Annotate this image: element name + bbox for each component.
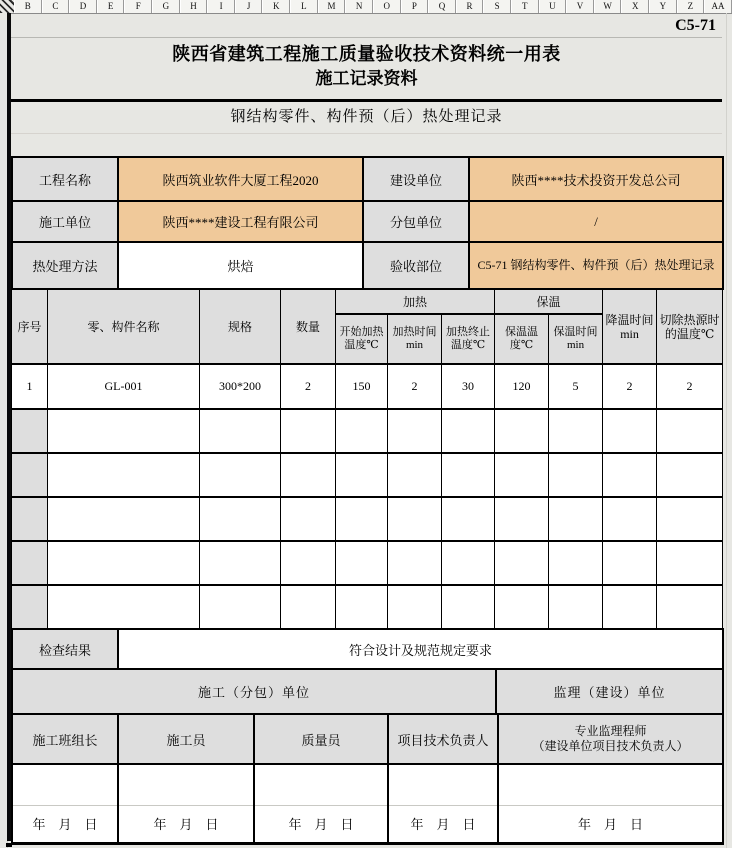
info-row-project bbox=[12, 157, 723, 201]
empty-cell[interactable] bbox=[336, 497, 388, 541]
empty-record-row bbox=[12, 497, 723, 541]
column-letter[interactable]: C bbox=[42, 0, 70, 13]
foreman-signature-cell[interactable] bbox=[12, 764, 118, 805]
constructor-date-cell[interactable]: 年 月 日 bbox=[118, 805, 254, 843]
empty-cell[interactable] bbox=[657, 409, 723, 453]
empty-record-row bbox=[12, 453, 723, 497]
column-letter[interactable]: D bbox=[69, 0, 97, 13]
seq-cell[interactable]: 1 bbox=[12, 364, 48, 409]
foreman-role-label: 施工班组长 bbox=[12, 714, 118, 764]
empty-cell[interactable] bbox=[549, 409, 603, 453]
heat-method-label: 热处理方法 bbox=[12, 242, 118, 289]
cool-time-cell[interactable]: 2 bbox=[603, 364, 657, 409]
column-letter[interactable]: L bbox=[290, 0, 318, 13]
subcontract-unit-value[interactable]: / bbox=[469, 201, 723, 242]
column-letter[interactable]: V bbox=[566, 0, 594, 13]
column-letter[interactable]: F bbox=[124, 0, 152, 13]
heat-start-header: 开始加热温度℃ bbox=[336, 314, 388, 364]
record-empty-rows bbox=[12, 409, 723, 629]
empty-cell[interactable] bbox=[442, 409, 495, 453]
empty-cell[interactable] bbox=[657, 541, 723, 585]
project-info-table bbox=[11, 156, 724, 290]
spec-header: 规格 bbox=[200, 289, 281, 364]
column-letter[interactable]: Q bbox=[428, 0, 456, 13]
cutoff-temp-header: 切除热源时的温度℃ bbox=[657, 289, 723, 364]
empty-cell[interactable] bbox=[200, 541, 281, 585]
empty-cell[interactable] bbox=[200, 453, 281, 497]
heat-end-header: 加热终止温度℃ bbox=[442, 314, 495, 364]
quality-officer-date-cell[interactable]: 年 月 日 bbox=[254, 805, 388, 843]
empty-cell[interactable] bbox=[603, 409, 657, 453]
column-letter[interactable]: M bbox=[318, 0, 346, 13]
supervisor-signature-cell[interactable] bbox=[498, 764, 723, 805]
project-name-label: 工程名称 bbox=[12, 157, 118, 201]
empty-cell[interactable] bbox=[12, 541, 48, 585]
column-letter[interactable]: Z bbox=[677, 0, 705, 13]
seq-header: 序号 bbox=[12, 289, 48, 364]
empty-cell[interactable] bbox=[281, 453, 336, 497]
info-row-construction bbox=[12, 201, 723, 242]
supervision-unit-header: 监理（建设）单位 bbox=[496, 669, 723, 714]
quality-officer-role-label: 质量员 bbox=[254, 714, 388, 764]
empty-record-row bbox=[12, 585, 723, 629]
empty-cell[interactable] bbox=[281, 541, 336, 585]
form-title-block bbox=[11, 38, 722, 102]
empty-cell[interactable] bbox=[200, 497, 281, 541]
empty-cell[interactable] bbox=[603, 541, 657, 585]
supervisor-date-cell[interactable]: 年 月 日 bbox=[498, 805, 723, 843]
empty-record-row bbox=[12, 541, 723, 585]
heat-method-value[interactable]: 烘焙 bbox=[118, 242, 363, 289]
empty-cell[interactable] bbox=[12, 409, 48, 453]
construction-unit-value[interactable]: 陕西****建设工程有限公司 bbox=[118, 201, 363, 242]
signature-space-row bbox=[12, 764, 723, 805]
empty-cell[interactable] bbox=[48, 453, 200, 497]
empty-cell[interactable] bbox=[603, 453, 657, 497]
empty-cell[interactable] bbox=[48, 585, 200, 629]
corner-hatch bbox=[0, 0, 15, 14]
empty-cell[interactable] bbox=[549, 497, 603, 541]
tech-director-date-cell[interactable]: 年 月 日 bbox=[388, 805, 498, 843]
form-subtitle: 钢结构零件、构件预（后）热处理记录 bbox=[11, 102, 722, 134]
empty-cell[interactable] bbox=[12, 453, 48, 497]
column-letter[interactable]: B bbox=[14, 0, 42, 13]
cooling-time-header: 降温时间min bbox=[603, 289, 657, 364]
empty-cell[interactable] bbox=[495, 585, 549, 629]
info-row-method bbox=[12, 242, 723, 289]
empty-cell[interactable] bbox=[442, 453, 495, 497]
inspection-label: 检查结果 bbox=[12, 629, 118, 669]
column-letter[interactable]: R bbox=[456, 0, 484, 13]
record-row bbox=[12, 364, 723, 409]
supervisor-role-line1: 专业监理程师 bbox=[574, 724, 647, 738]
construction-unit-label: 施工单位 bbox=[12, 201, 118, 242]
empty-cell[interactable] bbox=[336, 585, 388, 629]
empty-cell[interactable] bbox=[388, 541, 442, 585]
empty-cell[interactable] bbox=[336, 541, 388, 585]
empty-cell[interactable] bbox=[281, 409, 336, 453]
empty-cell[interactable] bbox=[200, 585, 281, 629]
empty-cell[interactable] bbox=[549, 585, 603, 629]
empty-cell[interactable] bbox=[495, 497, 549, 541]
empty-cell[interactable] bbox=[442, 497, 495, 541]
column-letter[interactable]: E bbox=[97, 0, 125, 13]
column-letter[interactable]: P bbox=[401, 0, 429, 13]
column-letter[interactable]: X bbox=[621, 0, 649, 13]
form-content bbox=[11, 13, 722, 845]
column-letter[interactable]: N bbox=[345, 0, 373, 13]
empty-record-row bbox=[12, 409, 723, 453]
column-letter[interactable]: U bbox=[539, 0, 567, 13]
column-letters bbox=[14, 0, 732, 14]
empty-cell[interactable] bbox=[388, 409, 442, 453]
hold-time-header: 保温时间min bbox=[549, 314, 603, 364]
tech-director-signature-cell[interactable] bbox=[388, 764, 498, 805]
right-gridline bbox=[726, 13, 727, 848]
empty-cell[interactable] bbox=[549, 541, 603, 585]
qty-cell[interactable]: 2 bbox=[281, 364, 336, 409]
form-code: C5-71 bbox=[11, 13, 722, 38]
owner-unit-label: 建设单位 bbox=[363, 157, 469, 201]
spec-cell[interactable]: 300*200 bbox=[200, 364, 281, 409]
empty-cell[interactable] bbox=[336, 409, 388, 453]
signature-roles-row bbox=[12, 714, 723, 764]
form-title-line1: 陕西省建筑工程施工质量验收技术资料统一用表 bbox=[172, 44, 561, 64]
empty-cell[interactable] bbox=[388, 497, 442, 541]
empty-cell[interactable] bbox=[200, 409, 281, 453]
heat-start-cell[interactable]: 150 bbox=[336, 364, 388, 409]
empty-cell[interactable] bbox=[495, 409, 549, 453]
empty-cell[interactable] bbox=[336, 453, 388, 497]
empty-cell[interactable] bbox=[657, 453, 723, 497]
empty-cell[interactable] bbox=[495, 453, 549, 497]
heat-time-cell[interactable]: 2 bbox=[388, 364, 442, 409]
empty-cell[interactable] bbox=[657, 497, 723, 541]
quality-officer-signature-cell[interactable] bbox=[254, 764, 388, 805]
empty-cell[interactable] bbox=[603, 585, 657, 629]
column-letter[interactable]: AA bbox=[704, 0, 732, 13]
column-letter[interactable]: I bbox=[207, 0, 235, 13]
empty-cell[interactable] bbox=[281, 497, 336, 541]
hold-temp-header: 保温温度℃ bbox=[495, 314, 549, 364]
empty-cell[interactable] bbox=[48, 541, 200, 585]
inspection-value[interactable]: 符合设计及规范规定要求 bbox=[118, 629, 723, 669]
supervisor-role-label bbox=[498, 714, 723, 764]
supervisor-role-line2: （建设单位项目技术负责人） bbox=[532, 739, 689, 753]
unit-header-table bbox=[11, 668, 724, 715]
empty-cell[interactable] bbox=[657, 585, 723, 629]
column-letter[interactable]: J bbox=[235, 0, 263, 13]
cutoff-temp-cell[interactable]: 2 bbox=[657, 364, 723, 409]
signature-table bbox=[11, 713, 724, 845]
heat-time-header: 加热时间min bbox=[388, 314, 442, 364]
project-name-value[interactable]: 陕西筑业软件大厦工程2020 bbox=[118, 157, 363, 201]
hold-time-cell[interactable]: 5 bbox=[549, 364, 603, 409]
unit-header-row bbox=[12, 669, 723, 714]
column-letter[interactable]: S bbox=[483, 0, 511, 13]
part-name-cell[interactable]: GL-001 bbox=[48, 364, 200, 409]
spacer-row bbox=[11, 134, 722, 156]
heating-group-header: 加热 bbox=[336, 289, 495, 314]
empty-cell[interactable] bbox=[549, 453, 603, 497]
construction-subcontract-unit-header: 施工（分包）单位 bbox=[12, 669, 496, 714]
foreman-date-cell[interactable]: 年 月 日 bbox=[12, 805, 118, 843]
column-letter[interactable]: K bbox=[262, 0, 290, 13]
column-letter[interactable]: O bbox=[373, 0, 401, 13]
column-letter[interactable]: H bbox=[180, 0, 208, 13]
record-header-row-1 bbox=[12, 289, 723, 314]
column-letter[interactable]: G bbox=[152, 0, 180, 13]
empty-cell[interactable] bbox=[48, 497, 200, 541]
column-letter[interactable]: W bbox=[594, 0, 622, 13]
empty-cell[interactable] bbox=[603, 497, 657, 541]
empty-cell[interactable] bbox=[48, 409, 200, 453]
empty-cell[interactable] bbox=[12, 497, 48, 541]
empty-cell[interactable] bbox=[442, 541, 495, 585]
subcontract-unit-label: 分包单位 bbox=[363, 201, 469, 242]
holding-group-header: 保温 bbox=[495, 289, 603, 314]
signature-dates-row bbox=[12, 805, 723, 843]
empty-cell[interactable] bbox=[12, 585, 48, 629]
qty-header: 数量 bbox=[281, 289, 336, 364]
empty-cell[interactable] bbox=[442, 585, 495, 629]
acceptance-part-value[interactable]: C5-71 钢结构零件、构件预（后）热处理记录 bbox=[469, 242, 723, 289]
form-title-line2: 施工记录资料 bbox=[315, 69, 418, 88]
tech-director-role-label: 项目技术负责人 bbox=[388, 714, 498, 764]
acceptance-part-label: 验收部位 bbox=[363, 242, 469, 289]
constructor-role-label: 施工员 bbox=[118, 714, 254, 764]
column-letter[interactable]: Y bbox=[649, 0, 677, 13]
inspection-row bbox=[12, 629, 723, 669]
empty-cell[interactable] bbox=[495, 541, 549, 585]
empty-cell[interactable] bbox=[281, 585, 336, 629]
hold-temp-cell[interactable]: 120 bbox=[495, 364, 549, 409]
constructor-signature-cell[interactable] bbox=[118, 764, 254, 805]
empty-cell[interactable] bbox=[388, 453, 442, 497]
column-letter[interactable]: T bbox=[511, 0, 539, 13]
owner-unit-value[interactable]: 陕西****技术投资开发总公司 bbox=[469, 157, 723, 201]
inspection-table bbox=[11, 628, 724, 670]
record-table bbox=[11, 288, 723, 630]
empty-cell[interactable] bbox=[388, 585, 442, 629]
part-name-header: 零、构件名称 bbox=[48, 289, 200, 364]
heat-end-cell[interactable]: 30 bbox=[442, 364, 495, 409]
